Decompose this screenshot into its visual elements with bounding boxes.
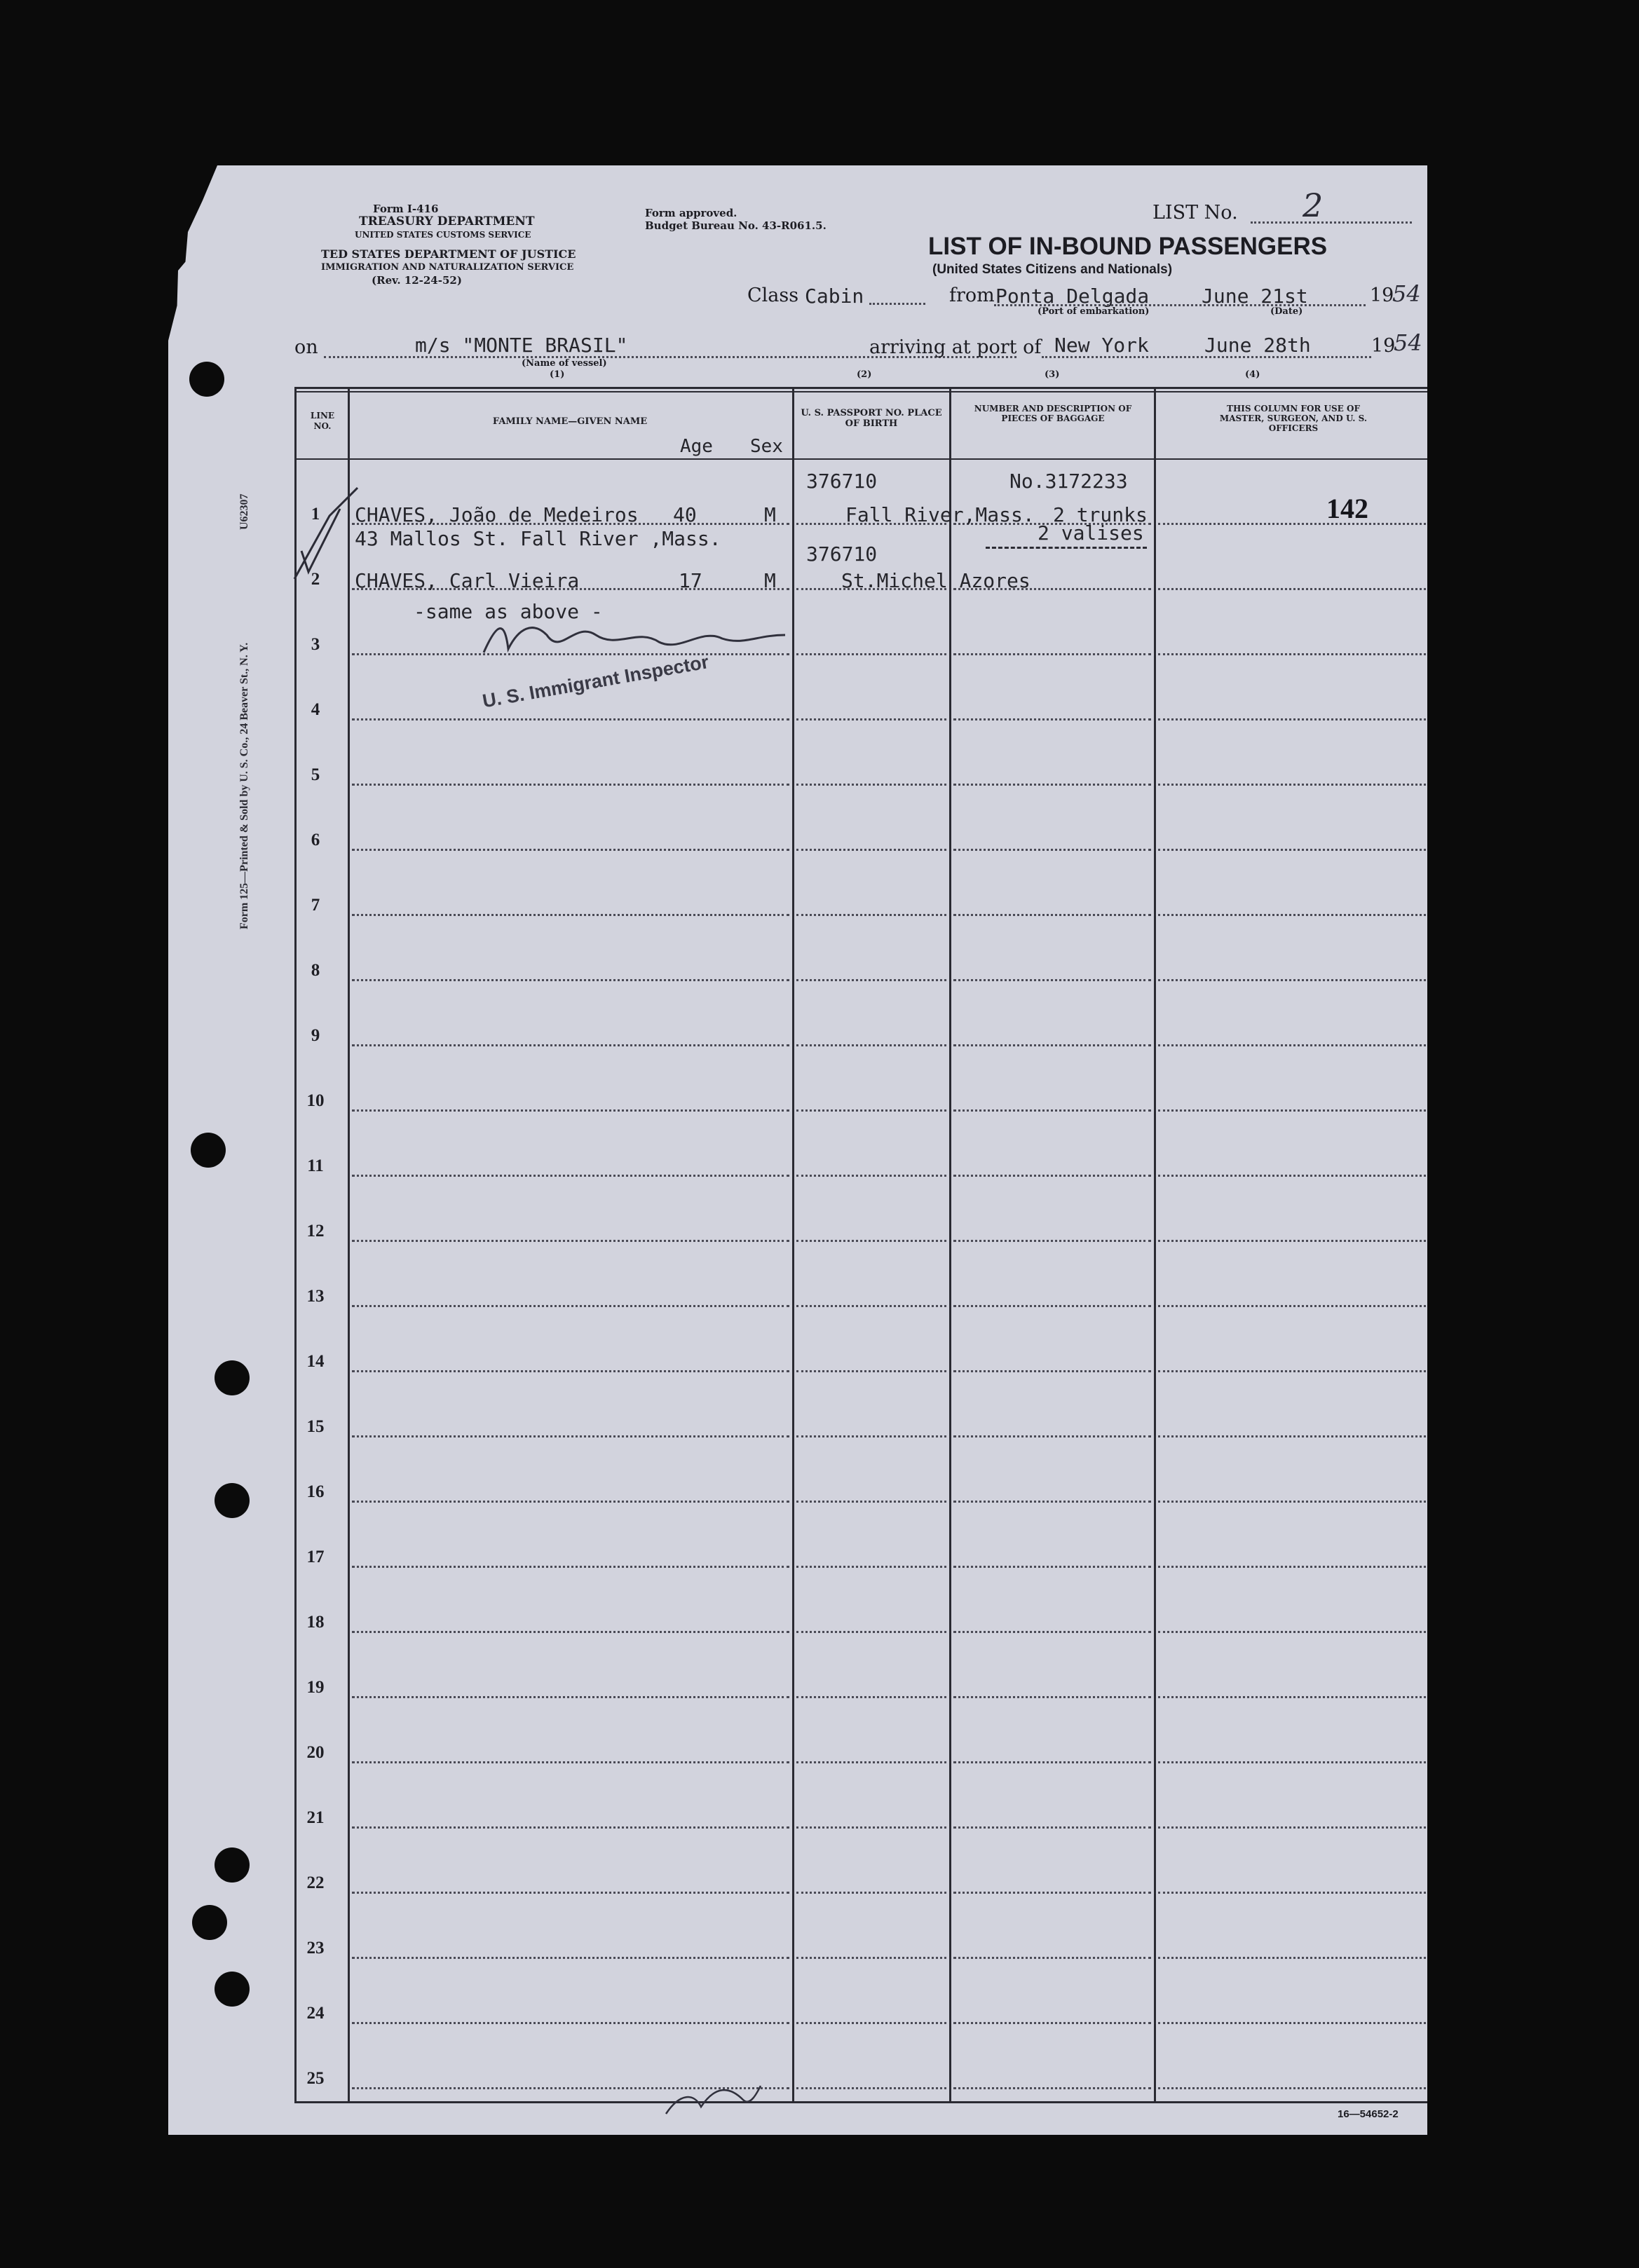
row-rule bbox=[953, 979, 1151, 981]
printer-imprint: Form 125—Printed & Sold by U. S. Co., 24 Beaver St., N. Y. bbox=[238, 642, 250, 929]
row-rule bbox=[1158, 1240, 1426, 1242]
arrival-year-prefix: 19 bbox=[1371, 335, 1396, 357]
row-rule bbox=[796, 1305, 946, 1307]
col-name: FAMILY NAME—GIVEN NAME bbox=[492, 416, 648, 427]
row-rule bbox=[953, 718, 1151, 720]
row1-officer: 142 bbox=[1326, 493, 1368, 524]
justice-dept: TED STATES DEPARTMENT OF JUSTICE bbox=[321, 247, 576, 261]
arriving-label: arriving at port of bbox=[869, 336, 1042, 358]
from-label: from bbox=[949, 285, 995, 306]
punch-hole bbox=[215, 1847, 250, 1883]
line-number: 6 bbox=[311, 831, 320, 849]
row-rule bbox=[953, 1566, 1151, 1568]
row2-passport: 376710 bbox=[806, 542, 878, 566]
table-bottom-border bbox=[294, 2101, 1427, 2103]
row-rule bbox=[1158, 914, 1426, 916]
form-subtitle: (United States Citizens and Nationals) bbox=[932, 262, 1173, 277]
row-rule bbox=[352, 849, 789, 851]
row-rule bbox=[352, 1696, 789, 1698]
embark-year-prefix: 19 bbox=[1370, 285, 1394, 306]
embark-port-caption: (Port of embarkation) bbox=[1038, 306, 1150, 317]
row2-name: CHAVES, Carl Vieira bbox=[355, 569, 580, 592]
arrival-year: 54 bbox=[1394, 329, 1422, 356]
row2-address: -same as above - bbox=[414, 600, 603, 623]
line-number: 7 bbox=[311, 896, 320, 915]
line-number: 15 bbox=[306, 1417, 325, 1436]
row-rule bbox=[1158, 1566, 1426, 1568]
on-label: on bbox=[294, 336, 318, 358]
row-rule bbox=[352, 1826, 789, 1829]
row1-bag1: 2 trunks bbox=[1053, 503, 1148, 526]
row1-birth: Fall River,Mass. bbox=[845, 503, 1035, 526]
line-number: 1 bbox=[311, 505, 320, 524]
row-rule bbox=[796, 784, 946, 786]
bag-underline bbox=[986, 547, 1147, 549]
row-rule bbox=[1158, 784, 1426, 786]
footer-code: 16—54652-2 bbox=[1338, 2108, 1399, 2120]
row-rule bbox=[1158, 523, 1426, 525]
line-no-divider bbox=[348, 387, 350, 2103]
passport-divider bbox=[949, 387, 951, 2103]
row-rule bbox=[1158, 1044, 1426, 1046]
punch-hole bbox=[215, 1483, 250, 1518]
row-rule bbox=[796, 1631, 946, 1633]
row2-birth: St.Michel Azores bbox=[841, 569, 1031, 592]
line-number: 14 bbox=[306, 1352, 325, 1371]
row-rule bbox=[1158, 653, 1426, 655]
row-rule bbox=[1158, 849, 1426, 851]
row-rule bbox=[352, 1761, 789, 1763]
row-rule bbox=[796, 718, 946, 720]
customs-service: UNITED STATES CUSTOMS SERVICE bbox=[355, 230, 531, 240]
row-rule bbox=[352, 1957, 789, 1959]
col-passport: U. S. PASSPORT NO. PLACE OF BIRTH bbox=[801, 408, 942, 429]
row-rule bbox=[796, 1761, 946, 1763]
row2-sex: M bbox=[764, 569, 776, 592]
line-number: 23 bbox=[306, 1939, 325, 1958]
row1-bag2: 2 valises bbox=[1038, 521, 1144, 545]
row-rule bbox=[796, 653, 946, 655]
line-number: 11 bbox=[307, 1156, 324, 1175]
row-rule bbox=[1158, 1305, 1426, 1307]
row1-sex: M bbox=[764, 503, 776, 526]
class-label: Class bbox=[747, 285, 799, 306]
date-caption: (Date) bbox=[1270, 306, 1303, 317]
row-rule bbox=[1158, 1957, 1426, 1959]
line-number: 17 bbox=[306, 1548, 325, 1566]
signature-scribble bbox=[477, 614, 799, 658]
row-rule bbox=[352, 1501, 789, 1503]
arrival-date: June 28th bbox=[1204, 334, 1311, 357]
col-num-2: (2) bbox=[857, 369, 872, 380]
row-rule bbox=[1158, 979, 1426, 981]
row-rule bbox=[796, 1696, 946, 1698]
vessel-name: m/s "MONTE BRASIL" bbox=[415, 334, 628, 357]
row-rule bbox=[953, 784, 1151, 786]
row-rule bbox=[1158, 1761, 1426, 1763]
row-rule bbox=[796, 2022, 946, 2024]
row-rule bbox=[953, 1631, 1151, 1633]
table-top-border bbox=[294, 387, 1427, 389]
line-number: 8 bbox=[311, 961, 320, 980]
row-rule bbox=[953, 1957, 1151, 1959]
row-rule bbox=[796, 914, 946, 916]
row-rule bbox=[953, 1501, 1151, 1503]
row-rule bbox=[352, 1109, 789, 1112]
row-rule bbox=[352, 1175, 789, 1177]
punch-hole bbox=[189, 362, 224, 397]
row-rule bbox=[953, 1892, 1151, 1894]
punch-hole bbox=[191, 1133, 226, 1168]
row1-name: CHAVES, João de Medeiros bbox=[355, 503, 639, 526]
line-number: 20 bbox=[306, 1743, 325, 1762]
row-rule bbox=[796, 1109, 946, 1112]
row-rule bbox=[953, 1370, 1151, 1372]
check-mark bbox=[287, 474, 372, 586]
col-age: Age bbox=[680, 436, 713, 457]
line-number: 19 bbox=[306, 1678, 325, 1697]
row-rule bbox=[953, 1696, 1151, 1698]
line-number: 25 bbox=[306, 2069, 325, 2088]
row-rule bbox=[1158, 1826, 1426, 1829]
row-rule bbox=[953, 914, 1151, 916]
row-rule bbox=[953, 1175, 1151, 1177]
row-rule bbox=[953, 2087, 1151, 2089]
row-rule bbox=[352, 1631, 789, 1633]
row-rule bbox=[796, 1240, 946, 1242]
row-rule bbox=[1158, 1370, 1426, 1372]
row-rule bbox=[1158, 1109, 1426, 1112]
row-rule bbox=[953, 1109, 1151, 1112]
embark-year: 54 bbox=[1392, 280, 1421, 307]
line-number: 3 bbox=[311, 635, 320, 654]
row-rule bbox=[796, 1501, 946, 1503]
header-underline bbox=[296, 458, 1427, 460]
line-number: 4 bbox=[311, 700, 320, 719]
row-rule bbox=[352, 718, 789, 720]
form-sheet bbox=[168, 165, 1427, 2135]
row-rule bbox=[796, 849, 946, 851]
row-rule bbox=[953, 1826, 1151, 1829]
line-number: 5 bbox=[311, 765, 320, 784]
row-rule bbox=[1158, 2087, 1426, 2089]
row-rule bbox=[352, 1566, 789, 1568]
punch-hole bbox=[192, 1905, 227, 1940]
row1-bag-no: No.3172233 bbox=[1009, 470, 1128, 493]
class-dots bbox=[869, 303, 925, 305]
row-rule bbox=[796, 1435, 946, 1437]
col-num-3: (3) bbox=[1045, 369, 1060, 380]
line-number: 16 bbox=[306, 1482, 325, 1501]
row-rule bbox=[352, 979, 789, 981]
row1-address: 43 Mallos St. Fall River ,Mass. bbox=[355, 527, 721, 550]
torn-corner bbox=[168, 165, 217, 341]
row1-age: 40 bbox=[673, 503, 697, 526]
row-rule bbox=[796, 1175, 946, 1177]
row-rule bbox=[352, 1435, 789, 1437]
list-no-label: LIST No. bbox=[1152, 202, 1238, 224]
baggage-divider bbox=[1154, 387, 1156, 2103]
list-no-value: 2 bbox=[1303, 186, 1324, 224]
row-rule bbox=[352, 2022, 789, 2024]
bottom-scribble bbox=[659, 2072, 764, 2121]
line-number: 2 bbox=[311, 570, 320, 589]
line-number: 13 bbox=[306, 1287, 325, 1306]
row-rule bbox=[796, 1566, 946, 1568]
row-rule bbox=[1158, 1435, 1426, 1437]
row-rule bbox=[352, 1370, 789, 1372]
signature-mark bbox=[477, 614, 799, 663]
inspector-stamp: U. S. Immigrant Inspector bbox=[481, 651, 711, 712]
row-rule bbox=[1158, 1696, 1426, 1698]
row-rule bbox=[953, 1435, 1151, 1437]
embark-port: Ponta Delgada bbox=[995, 285, 1150, 308]
col-line-no: LINE NO. bbox=[310, 411, 335, 431]
embark-date: June 21st bbox=[1202, 285, 1308, 308]
row-rule bbox=[953, 1240, 1151, 1242]
row-rule bbox=[1158, 2022, 1426, 2024]
class-value: Cabin bbox=[805, 285, 864, 308]
row-rule bbox=[1158, 588, 1426, 590]
row-rule bbox=[352, 1305, 789, 1307]
col-num-4: (4) bbox=[1245, 369, 1260, 380]
col-baggage: NUMBER AND DESCRIPTION OF PIECES OF BAGGAGE bbox=[974, 404, 1132, 423]
row-rule bbox=[1158, 1501, 1426, 1503]
row-rule bbox=[953, 849, 1151, 851]
punch-hole bbox=[215, 1360, 250, 1395]
row-rule bbox=[352, 914, 789, 916]
col-sex: Sex bbox=[750, 436, 783, 457]
line-number: 10 bbox=[306, 1091, 325, 1110]
row-rule bbox=[1158, 1175, 1426, 1177]
vessel-col-num: (1) bbox=[550, 369, 565, 380]
form-title: LIST OF IN-BOUND PASSENGERS bbox=[928, 233, 1328, 260]
row-rule bbox=[796, 1826, 946, 1829]
row-rule bbox=[796, 1370, 946, 1372]
arrival-port: New York bbox=[1054, 334, 1149, 357]
form-number: Form I-416 bbox=[373, 203, 439, 215]
vessel-caption: (Name of vessel) bbox=[522, 358, 607, 369]
row-rule bbox=[1158, 1892, 1426, 1894]
table-left-border bbox=[294, 387, 297, 2103]
budget-bureau: Budget Bureau No. 43-R061.5. bbox=[645, 219, 827, 232]
form-approved: Form approved. bbox=[645, 207, 737, 219]
line-number: 21 bbox=[306, 1808, 325, 1827]
treasury-dept: TREASURY DEPARTMENT bbox=[359, 214, 535, 228]
row1-passport: 376710 bbox=[806, 470, 878, 493]
row-rule bbox=[796, 1892, 946, 1894]
line-number: 22 bbox=[306, 1873, 325, 1892]
list-no-dots bbox=[1251, 221, 1412, 224]
table-top-border-2 bbox=[294, 391, 1427, 392]
row-rule bbox=[1158, 1631, 1426, 1633]
row-rule bbox=[796, 1044, 946, 1046]
line-number: 24 bbox=[306, 2004, 325, 2023]
row-rule bbox=[796, 2087, 946, 2089]
line-number: 18 bbox=[306, 1613, 325, 1632]
row-rule bbox=[796, 1957, 946, 1959]
row2-age: 17 bbox=[679, 569, 702, 592]
col-officers: THIS COLUMN FOR USE OF MASTER, SURGEON, AND U. S. OFFICERS bbox=[1219, 404, 1368, 433]
row-rule bbox=[352, 1240, 789, 1242]
row-rule bbox=[953, 1305, 1151, 1307]
ins-service: IMMIGRATION AND NATURALIZATION SERVICE bbox=[321, 262, 574, 273]
row-rule bbox=[953, 1044, 1151, 1046]
line-number: 9 bbox=[311, 1026, 320, 1045]
row-rule bbox=[796, 979, 946, 981]
punch-hole bbox=[215, 1972, 250, 2007]
row-rule bbox=[352, 784, 789, 786]
revision: (Rev. 12-24-52) bbox=[372, 274, 462, 287]
row-rule bbox=[352, 1892, 789, 1894]
printer-code: U62307 bbox=[238, 493, 250, 530]
row-rule bbox=[953, 1761, 1151, 1763]
row-rule bbox=[1158, 718, 1426, 720]
row-rule bbox=[953, 653, 1151, 655]
line-number: 12 bbox=[306, 1222, 325, 1241]
row-rule bbox=[352, 1044, 789, 1046]
row-rule bbox=[953, 2022, 1151, 2024]
